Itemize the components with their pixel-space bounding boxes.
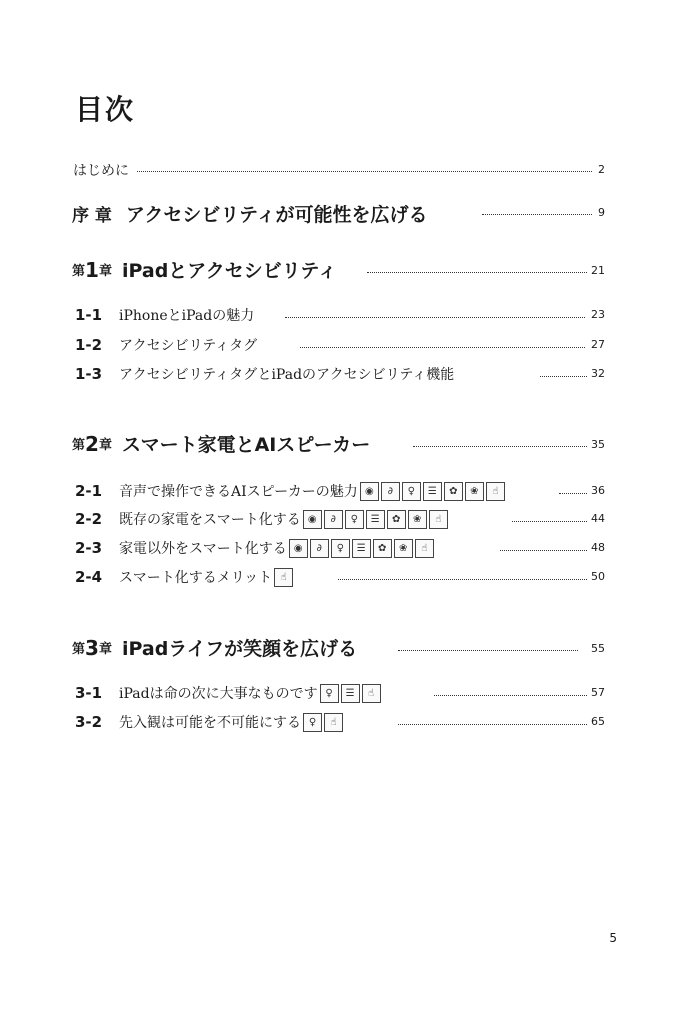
toc-section-3-2[interactable] <box>75 712 343 732</box>
section-label: iPhoneとiPadの魅力 <box>119 308 255 324</box>
section-label: 先入観は可能を不可能にする <box>119 715 301 731</box>
thumb-icon: ☝ <box>362 684 381 703</box>
toc-intro-label: はじめに <box>73 163 129 179</box>
leader-dots <box>398 724 587 725</box>
chapter-page: 35 <box>591 438 605 451</box>
thumb-icon: ☝ <box>415 539 434 558</box>
section-label: 音声で操作できるAIスピーカーの魅力 <box>119 484 358 500</box>
toc-section-1-3[interactable] <box>75 364 454 384</box>
section-page: 44 <box>591 512 605 525</box>
ear-icon: ∂ <box>310 539 329 558</box>
section-label: スマート化するメリット <box>119 570 273 586</box>
section-label: アクセシビリティタグとiPadのアクセシビリティ機能 <box>119 367 455 383</box>
chapter-page: 55 <box>591 642 605 655</box>
section-page: 32 <box>591 367 605 380</box>
section-number: 3-1 <box>75 684 103 702</box>
leader-dots <box>285 317 585 318</box>
speech-icon: ☰ <box>352 539 371 558</box>
speech-icon: ☰ <box>341 684 360 703</box>
toc-chapter-2[interactable] <box>72 430 370 457</box>
leader-dots <box>300 347 585 348</box>
accessibility-tags <box>360 482 505 501</box>
section-label: アクセシビリティタグ <box>119 338 258 354</box>
toc-section-2-1[interactable] <box>75 481 505 501</box>
page-number: 5 <box>609 931 617 945</box>
toc-chapter-1[interactable] <box>72 256 337 283</box>
toc-section-2-4[interactable] <box>75 567 293 587</box>
body-icon: ♀ <box>331 539 350 558</box>
accessibility-tags <box>274 568 293 587</box>
sprout-icon: ✿ <box>387 510 406 529</box>
brain-icon: ❀ <box>465 482 484 501</box>
thumb-icon: ☝ <box>324 713 343 732</box>
toc-section-1-1[interactable] <box>75 305 254 325</box>
thumb-icon: ☝ <box>274 568 293 587</box>
section-number: 2-2 <box>75 510 103 528</box>
section-number: 2-4 <box>75 568 103 586</box>
eye-icon: ◉ <box>289 539 308 558</box>
chapter-number: 1 <box>85 257 99 282</box>
prologue-prefix: 序 章 <box>72 206 112 226</box>
accessibility-tags <box>320 684 381 703</box>
chapter-prefix: 第 <box>72 264 86 279</box>
sprout-icon: ✿ <box>444 482 463 501</box>
body-icon: ♀ <box>345 510 364 529</box>
section-number: 2-1 <box>75 482 103 500</box>
chapter-number: 3 <box>85 635 99 660</box>
toc-intro[interactable] <box>73 160 129 180</box>
chapter-prefix: 第 <box>72 642 86 657</box>
chapter-page: 21 <box>591 264 605 277</box>
toc-section-3-1[interactable] <box>75 683 381 703</box>
chapter-suffix: 章 <box>98 438 112 453</box>
body-icon: ♀ <box>303 713 322 732</box>
page-title: 目次 <box>75 93 136 126</box>
chapter-suffix: 章 <box>98 642 112 657</box>
ear-icon: ∂ <box>381 482 400 501</box>
prologue-page: 9 <box>598 206 605 219</box>
chapter-prefix: 第 <box>72 438 86 453</box>
thumb-icon: ☝ <box>429 510 448 529</box>
eye-icon: ◉ <box>303 510 322 529</box>
section-label: iPadは命の次に大事なものです <box>119 686 318 702</box>
prologue-label: アクセシビリティが可能性を広げる <box>125 204 428 226</box>
section-page: 50 <box>591 570 605 583</box>
section-page: 27 <box>591 338 605 351</box>
toc-prologue[interactable] <box>72 200 427 227</box>
section-number: 3-2 <box>75 713 103 731</box>
leader-dots <box>137 171 592 172</box>
section-page: 65 <box>591 715 605 728</box>
section-page: 23 <box>591 308 605 321</box>
body-icon: ♀ <box>402 482 421 501</box>
toc-section-2-2[interactable] <box>75 509 448 529</box>
toc-section-1-2[interactable] <box>75 335 257 355</box>
body-icon: ♀ <box>320 684 339 703</box>
brain-icon: ❀ <box>408 510 427 529</box>
leader-dots <box>338 579 587 580</box>
section-page: 57 <box>591 686 605 699</box>
toc-intro-page: 2 <box>598 163 605 176</box>
chapter-suffix: 章 <box>98 264 112 279</box>
section-page: 48 <box>591 541 605 554</box>
chapter-label: スマート家電とAIスピーカー <box>121 434 371 456</box>
section-page: 36 <box>591 484 605 497</box>
section-number: 1-1 <box>75 306 103 324</box>
section-label: 既存の家電をスマート化する <box>119 512 301 528</box>
brain-icon: ❀ <box>394 539 413 558</box>
chapter-label: iPadライフが笑顔を広げる <box>121 638 358 660</box>
leader-dots <box>398 650 578 651</box>
toc-section-2-3[interactable] <box>75 538 434 558</box>
section-number: 1-3 <box>75 365 103 383</box>
toc-chapter-3[interactable] <box>72 634 357 661</box>
accessibility-tags <box>303 713 343 732</box>
accessibility-tags <box>289 539 434 558</box>
eye-icon: ◉ <box>360 482 379 501</box>
section-label: 家電以外をスマート化する <box>119 541 287 557</box>
chapter-label: iPadとアクセシビリティ <box>121 260 337 282</box>
ear-icon: ∂ <box>324 510 343 529</box>
thumb-icon: ☝ <box>486 482 505 501</box>
accessibility-tags <box>303 510 448 529</box>
speech-icon: ☰ <box>423 482 442 501</box>
chapter-number: 2 <box>85 431 99 456</box>
sprout-icon: ✿ <box>373 539 392 558</box>
speech-icon: ☰ <box>366 510 385 529</box>
section-number: 2-3 <box>75 539 103 557</box>
leader-dots <box>367 272 587 273</box>
section-number: 1-2 <box>75 336 103 354</box>
